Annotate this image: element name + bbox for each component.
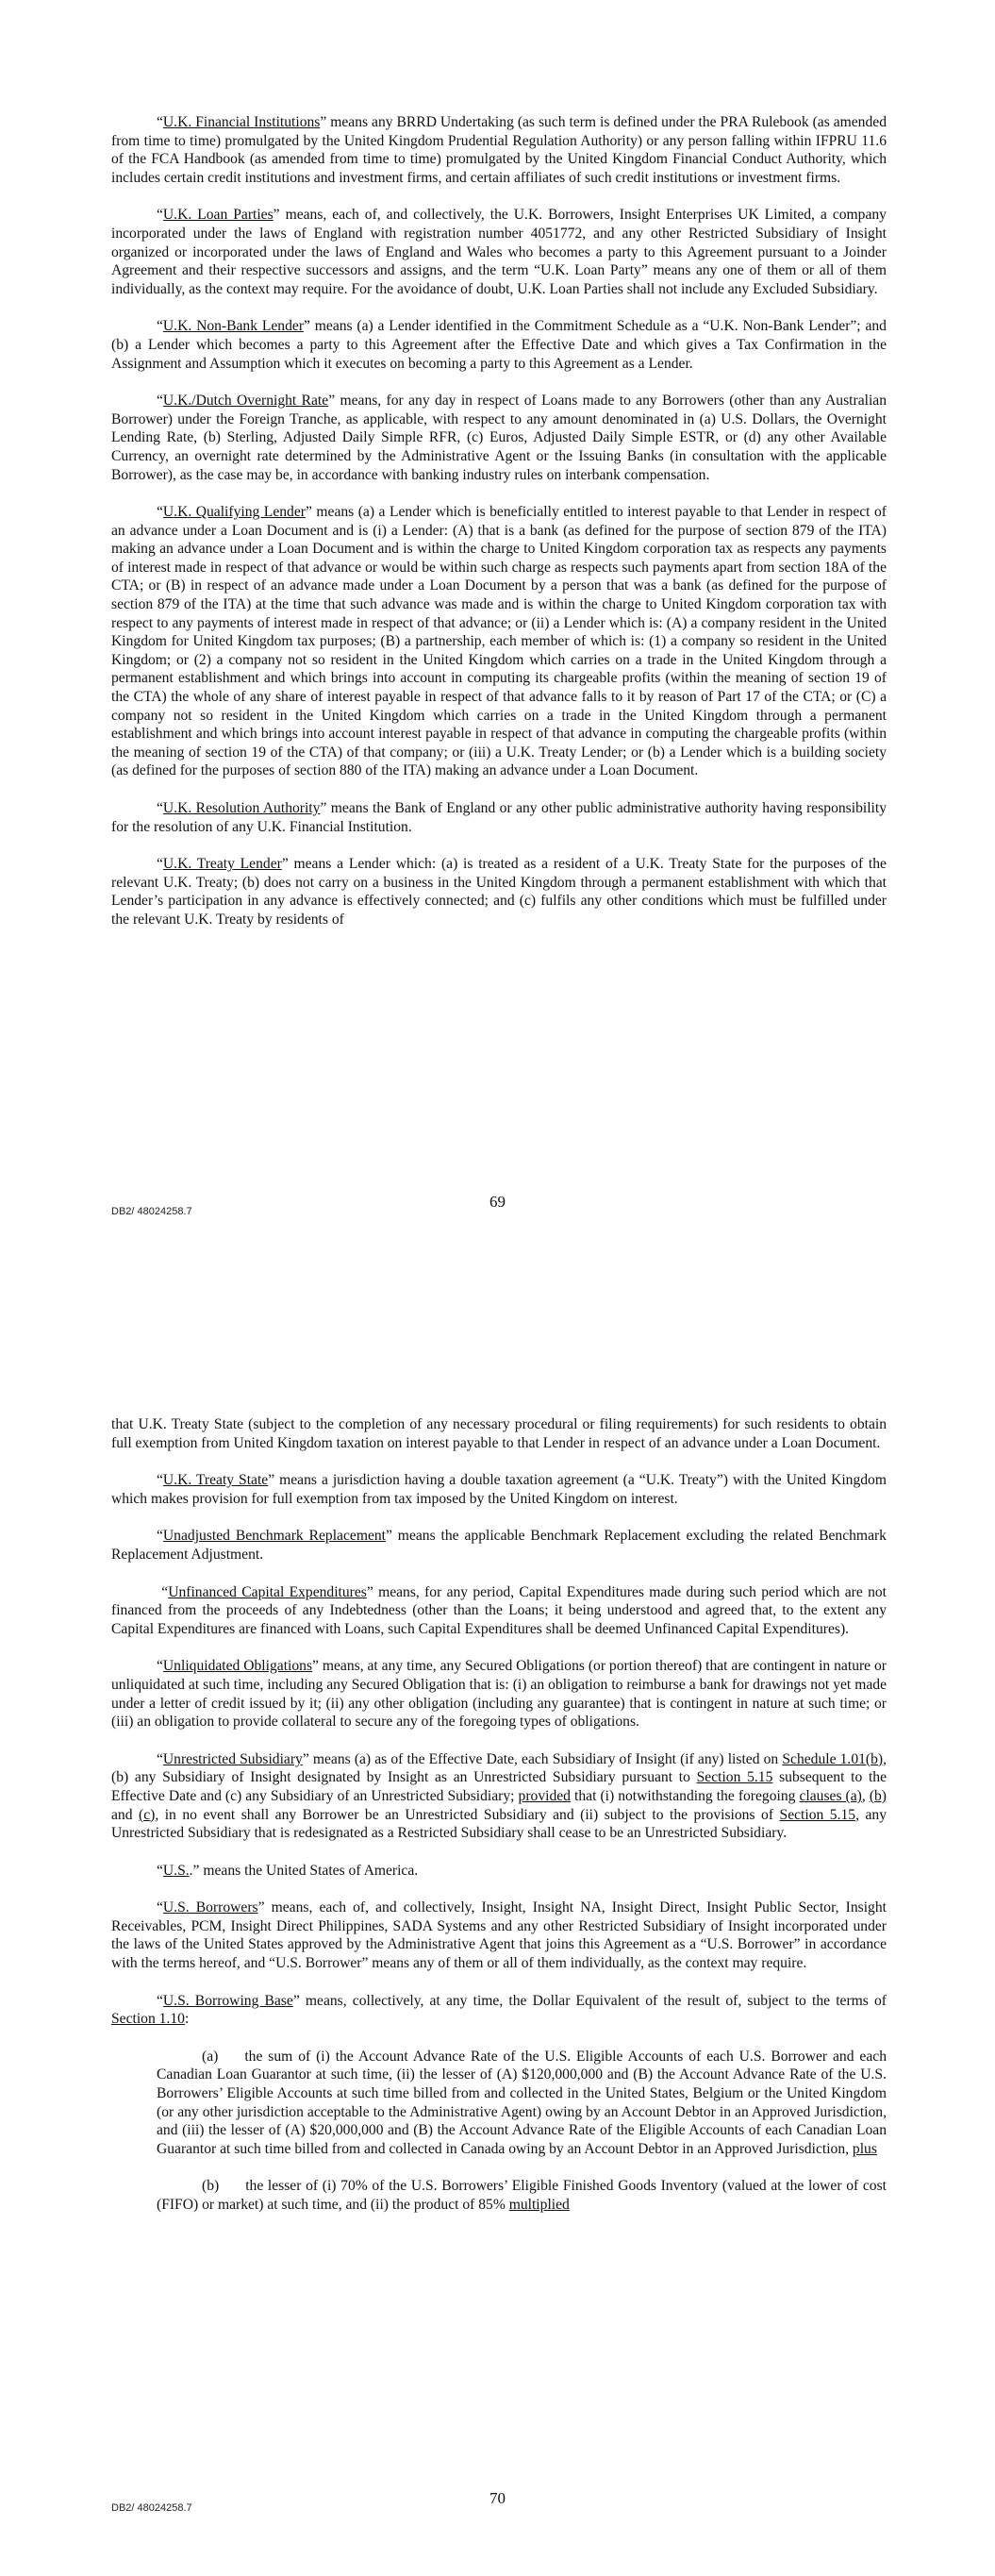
document-id: DB2/ 48024258.7 — [111, 2502, 192, 2514]
page-number: 70 — [489, 2489, 506, 2507]
continued-paragraph: that U.K. Treaty State (subject to the completion of any necessary procedural or filing requirements) for such residents to obtain full exemption from United Kingdom taxation on interest payable to that Lender in respect of an advance under a Loan Document. — [111, 1416, 887, 1451]
definition-unliquidated-obligations: “Unliquidated Obligations” means, at any time, any Secured Obligations (or portion thereof) that are contingent in nature or unliquidated at such time, including any Secured Obligation that is: (i) an obligation to reimburse a bank for drawings not yet made under a letter of credit issued by it; (ii) any other obligation (including any guarantee) that is contingent in nature at such time; or (iii) an obligation to provide collateral to secure any of the foregoing types of obligations. — [111, 1658, 887, 1731]
cross-reference: (b) — [869, 1787, 887, 1804]
cross-reference: Section 5.15 — [779, 1806, 856, 1823]
cross-reference: (c) — [139, 1806, 156, 1823]
clause-label: (b) — [202, 2178, 220, 2195]
definition-us-borrowers: “U.S. Borrowers” means, each of, and collectively, Insight, Insight NA, Insight Direct, Insight Public Sector, Insight Receivables, PCM, Insight Direct Philippines, SADA Systems and any other Restricted Subsidiary of Insight incorporated under the laws of the United States approved by the Administrative Agent that joins this Agreement as a “U.S. Borrower” in accordance with the terms hereof, and “U.S. Borrower” means any of them or all of them individually, as the context may require. — [111, 1899, 887, 1972]
definition-uk-qualifying-lender: “U.K. Qualifying Lender” means (a) a Lender which is beneficially entitled to interest payable to that Lender in respect of an advance under a Loan Document and is (i) a Lender: (A) that is a bank (as defined for the purpose of section 879 of the ITA) making an advance under a Loan Document and is within the charge to United Kingdom corporation tax as respects any payments of interest made in respect of that advance or would be within such charge as respects such payments apart from section 18A of the CTA; or (B) in respect of an advance made under a Loan Document by a person that was a bank (as defined for the purpose of section 879 of the ITA) at the time that such advance was made and is within the charge to United Kingdom corporation tax with respect to any payments of interest made in respect of that advance; or (ii) a Lender which is: (A) a company resident in the United Kingdom for United Kingdom tax purposes; (B) a partnership, each member of which is: (1) a company so resident in the United Kingdom; or (2) a company not so resident in the United Kingdom which carries on a trade in the United Kingdom through a permanent establishment and which brings into account in computing its chargeable profits (within the meaning of section 19 of the CTA) the whole of any share of interest payable in respect of that advance falls to it by reason of Part 17 of the CTA; or (C) a company not so resident in the United Kingdom which carries on a trade in the United Kingdom through a permanent establishment and which brings into account interest payable in respect of that advance in computing the chargeable profits (within the meaning of section 19 of the CTA) of that company; or (iii) a U.K. Treaty Lender; or (b) a Lender which is a building society (as defined for the purposes of section 880 of the ITA) making an advance under a Loan Document. — [111, 504, 887, 779]
definition-uk-financial-institutions: “U.K. Financial Institutions” means any BRRD Undertaking (as such term is defined under the PRA Rulebook (as amended from time to time) promulgated by the United Kingdom Prudential Regulation Authority) or any person falling within IFPRU 11.6 of the FCA Handbook (as amended from time to time) promulgated by the United Kingdom Financial Conduct Authority, which includes certain credit institutions and investment firms, and certain affiliates of such credit institutions or investment firms. — [111, 114, 887, 186]
page-number: 69 — [489, 1193, 506, 1211]
definition-unrestricted-subsidiary: “Unrestricted Subsidiary” means (a) as of the Effective Date, each Subsidiary of Insight (if any) listed on Schedule 1.01(b), (b) any Subsidiary of Insight designated by Insight as an Unrestricted Subsidiary pursuant to Section 5.15 subsequent to the Effective Date and (c) any Subsidiary of an Unrestricted Subsidiary; provided that (i) notwithstanding the foregoing clauses (a), (b) and (c), in no event shall any Borrower be an Unrestricted Subsidiary and (ii) subject to the provisions of Section 5.15, any Unrestricted Subsidiary that is redesignated as a Restricted Subsidiary shall cease to be an Unrestricted Subsidiary. — [111, 1750, 887, 1842]
definition-uk-resolution-authority: “U.K. Resolution Authority” means the Bank of England or any other public administrative authority having responsibility for the resolution of any U.K. Financial Institution. — [111, 800, 887, 835]
defined-term: U.K./Dutch Overnight Rate — [162, 393, 329, 410]
defined-term: Unfinanced Capital Expenditures — [168, 1583, 367, 1600]
definition-us: “U.S..” means the United States of America. — [157, 1862, 419, 1879]
definition-uk-treaty-state: “U.K. Treaty State” means a jurisdiction having a double taxation agreement (a “U.K. Treaty”) with the United Kingdom which makes provision for full exemption from tax imposed by the United Kingdom on interest. — [111, 1472, 887, 1507]
defined-term: U.S. Borrowers — [162, 1899, 258, 1916]
defined-term: Unadjusted Benchmark Replacement — [162, 1528, 386, 1545]
cross-reference: Section 1.10 — [111, 2011, 185, 2028]
clause-label: (a) — [202, 2048, 219, 2065]
defined-term: U.K. Non-Bank Lender — [162, 318, 305, 335]
definition-unfinanced-capital-expenditures: “Unfinanced Capital Expenditures” means, for any period, Capital Expenditures made during such period which are not financed from the proceeds of any Indebtedness (other than the Loans; it being understood and agreed that, to the extent any Capital Expenditures are financed with Loans, such Capital Expenditures shall be deemed Unfinanced Capital Expenditures). — [111, 1583, 887, 1637]
definition-uk-loan-parties: “U.K. Loan Parties” means, each of, and collectively, the U.K. Borrowers, Insight Enterprises UK Limited, a company incorporated under the laws of England with registration number 4051772, and any other Restricted Subsidiary of Insight organized or incorporated under the laws of England and Wales who becomes a party to this Agreement pursuant to a Joinder Agreement and their respective successors and assigns, and the term “U.K. Loan Party” means any one of them or all of them individually, as the context may require. For the avoidance of doubt, U.K. Loan Parties shall not include any Excluded Subsidiary. — [111, 207, 887, 297]
defined-term: Unrestricted Subsidiary — [162, 1750, 303, 1767]
definition-uk-treaty-lender: “U.K. Treaty Lender” means a Lender which: (a) is treated as a resident of a U.K. Treaty State for the purposes of the relevant U.K. Treaty; (b) does not carry on a business in the United Kingdom through a permanent establishment with which that Lender’s participation in any advance is effectively connected; and (c) fulfils any other conditions which must be fulfilled under the relevant U.K. Treaty by residents of — [111, 856, 887, 928]
defined-term: U.K. Financial Institutions — [162, 114, 321, 130]
connector-word: multiplied — [508, 2197, 570, 2213]
cross-reference: Schedule 1.01(b) — [782, 1750, 884, 1767]
connector-word: plus — [852, 2140, 877, 2157]
defined-term: U.K. Treaty State — [162, 1472, 269, 1489]
defined-term: U.K. Treaty Lender — [162, 856, 282, 873]
cross-reference: Section 5.15 — [696, 1769, 773, 1786]
defined-term: U.K. Qualifying Lender — [162, 504, 306, 521]
defined-term: U.S. Borrowing Base — [162, 1992, 293, 2009]
defined-term: U.S. — [162, 1862, 190, 1879]
defined-term: Unliquidated Obligations — [162, 1658, 313, 1675]
cross-reference: clauses (a) — [799, 1787, 862, 1804]
page-69 — [0, 0, 995, 1264]
clause-b: (b) the lesser of (i) 70% of the U.S. Borrowers’ Eligible Finished Goods Inventory (valued at the lower of cost (FIFO) or market) at such time, and (ii) the product of 85% multiplied — [157, 2178, 887, 2213]
cross-reference: provided — [518, 1787, 571, 1804]
defined-term: U.K. Loan Parties — [162, 207, 274, 224]
definition-us-borrowing-base: “U.S. Borrowing Base” means, collectively, at any time, the Dollar Equivalent of the result of, subject to the terms of Section 1.10: — [111, 1992, 887, 2028]
document-id: DB2/ 48024258.7 — [111, 1206, 192, 1217]
definition-uk-non-bank-lender: “U.K. Non-Bank Lender” means (a) a Lender identified in the Commitment Schedule as a “U.K. Non-Bank Lender”; and (b) a Lender which becomes a party to this Agreement after the Effective Date and which gives a Tax Confirmation in the Assignment and Assumption which it executes on becoming a party to this Agreement as a Lender. — [111, 318, 887, 372]
definition-unadjusted-benchmark-replacement: “Unadjusted Benchmark Replacement” means the applicable Benchmark Replacement excluding the related Benchmark Replacement Adjustment. — [111, 1528, 887, 1563]
clause-a: (a) the sum of (i) the Account Advance Rate of the U.S. Eligible Accounts of each U.S. Borrower and each Canadian Loan Guarantor at such time, (ii) the lesser of (A) $120,000,000 and (B) the Account Advance Rate of the U.S. Borrowers’ Eligible Accounts at such time billed from and collected in the United States, Belgium or the United Kingdom (or any other jurisdiction acceptable to the Administrative Agent) owing by an Account Debtor in an Approved Jurisdiction, and (iii) the lesser of (A) $20,000,000 and (B) the Account Advance Rate of the Eligible Accounts of each Canadian Loan Guarantor at such time billed from and collected in Canada owing by an Account Debtor in an Approved Jurisdiction, plus — [157, 2048, 887, 2157]
page-70-body — [111, 1415, 887, 2233]
page-70 — [0, 1264, 995, 2576]
definition-uk-dutch-overnight-rate: “U.K./Dutch Overnight Rate” means, for any day in respect of Loans made to any Borrowers (other than any Australian Borrower) under the Foreign Tranche, as applicable, with respect to any amount denominated in (a) U.S. Dollars, the Overnight Lending Rate, (b) Sterling, Adjusted Daily Simple RFR, (c) Euros, Adjusted Daily Simple ESTR, or (d) any other Available Currency, an overnight rate determined by the Administrative Agent or the Issuing Banks (in consultation with the applicable Borrower), as the case may be, in accordance with banking industry rules on interbank compensation. — [111, 393, 887, 483]
defined-term: U.K. Resolution Authority — [162, 800, 321, 816]
page-69-body — [111, 113, 887, 948]
